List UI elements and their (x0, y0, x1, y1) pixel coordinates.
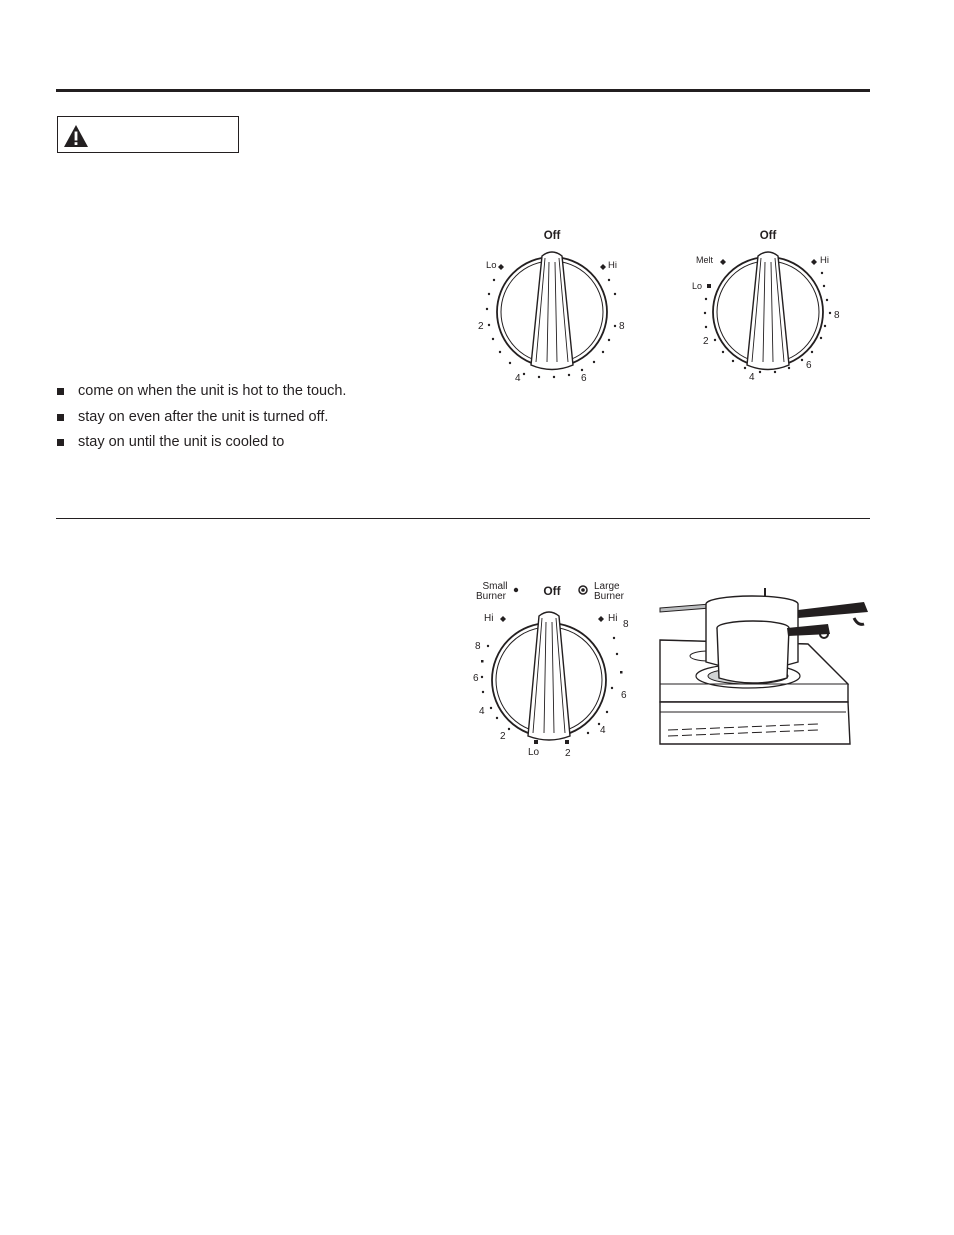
knob-label-2-large: 2 (565, 748, 571, 759)
surface-unit-knob-melt (688, 222, 848, 388)
knob-label-6-large: 6 (621, 690, 627, 701)
list-item: stay on until the unit is cooled to (56, 431, 346, 457)
knob-label-lo: Lo (692, 281, 703, 291)
surface-unit-knob-dual (466, 576, 646, 760)
indicator-light-list (56, 380, 346, 457)
knob-label-8: 8 (834, 310, 840, 321)
knob-label-hi: Hi (820, 255, 829, 266)
knob-label-small-burner: Burner (475, 591, 507, 602)
bullet-square-icon (57, 388, 64, 395)
knob-label-2: 2 (703, 336, 709, 347)
knob-label-large-burner: Burner (594, 591, 625, 602)
knob-label-lo: Lo (486, 260, 497, 271)
knob-label-2-small: 2 (500, 731, 506, 742)
knob-label-off: Off (759, 230, 777, 242)
warning-label-box (57, 116, 239, 153)
bullet-square-icon (57, 439, 64, 446)
knob-label-6-small: 6 (473, 673, 479, 684)
bullet-square-icon (57, 414, 64, 421)
knob-label-off: Off (543, 230, 561, 242)
knob-label-6: 6 (806, 360, 812, 371)
knob-label-4: 4 (515, 373, 521, 384)
knob-label-large: Large (594, 581, 620, 592)
top-rule (56, 89, 870, 92)
knob-label-hi: Hi (608, 260, 617, 271)
knob-label-6: 6 (581, 373, 587, 384)
warning-triangle-icon (63, 124, 89, 148)
list-item: come on when the unit is hot to the touch. (56, 380, 346, 406)
knob-label-8-large: 8 (623, 619, 629, 630)
list-item: stay on even after the unit is turned off. (56, 406, 346, 432)
knob-label-hi-large: Hi (608, 613, 618, 624)
knob-label-4-small: 4 (479, 706, 485, 717)
knob-label-4: 4 (749, 372, 755, 383)
knob-label-8: 8 (619, 321, 625, 332)
knob-label-4-large: 4 (600, 725, 606, 736)
cookware-on-cooktop-illustration (658, 584, 872, 754)
knob-label-2: 2 (478, 321, 484, 332)
knob-label-lo: Lo (528, 747, 540, 758)
knob-label-hi-small: Hi (484, 613, 494, 624)
section-divider (56, 518, 870, 519)
knob-label-off: Off (543, 584, 561, 598)
knob-label-melt: Melt (696, 255, 714, 265)
surface-unit-knob-standard (470, 222, 640, 388)
knob-label-8-small: 8 (475, 641, 481, 652)
knob-label-small: Small (482, 581, 508, 592)
